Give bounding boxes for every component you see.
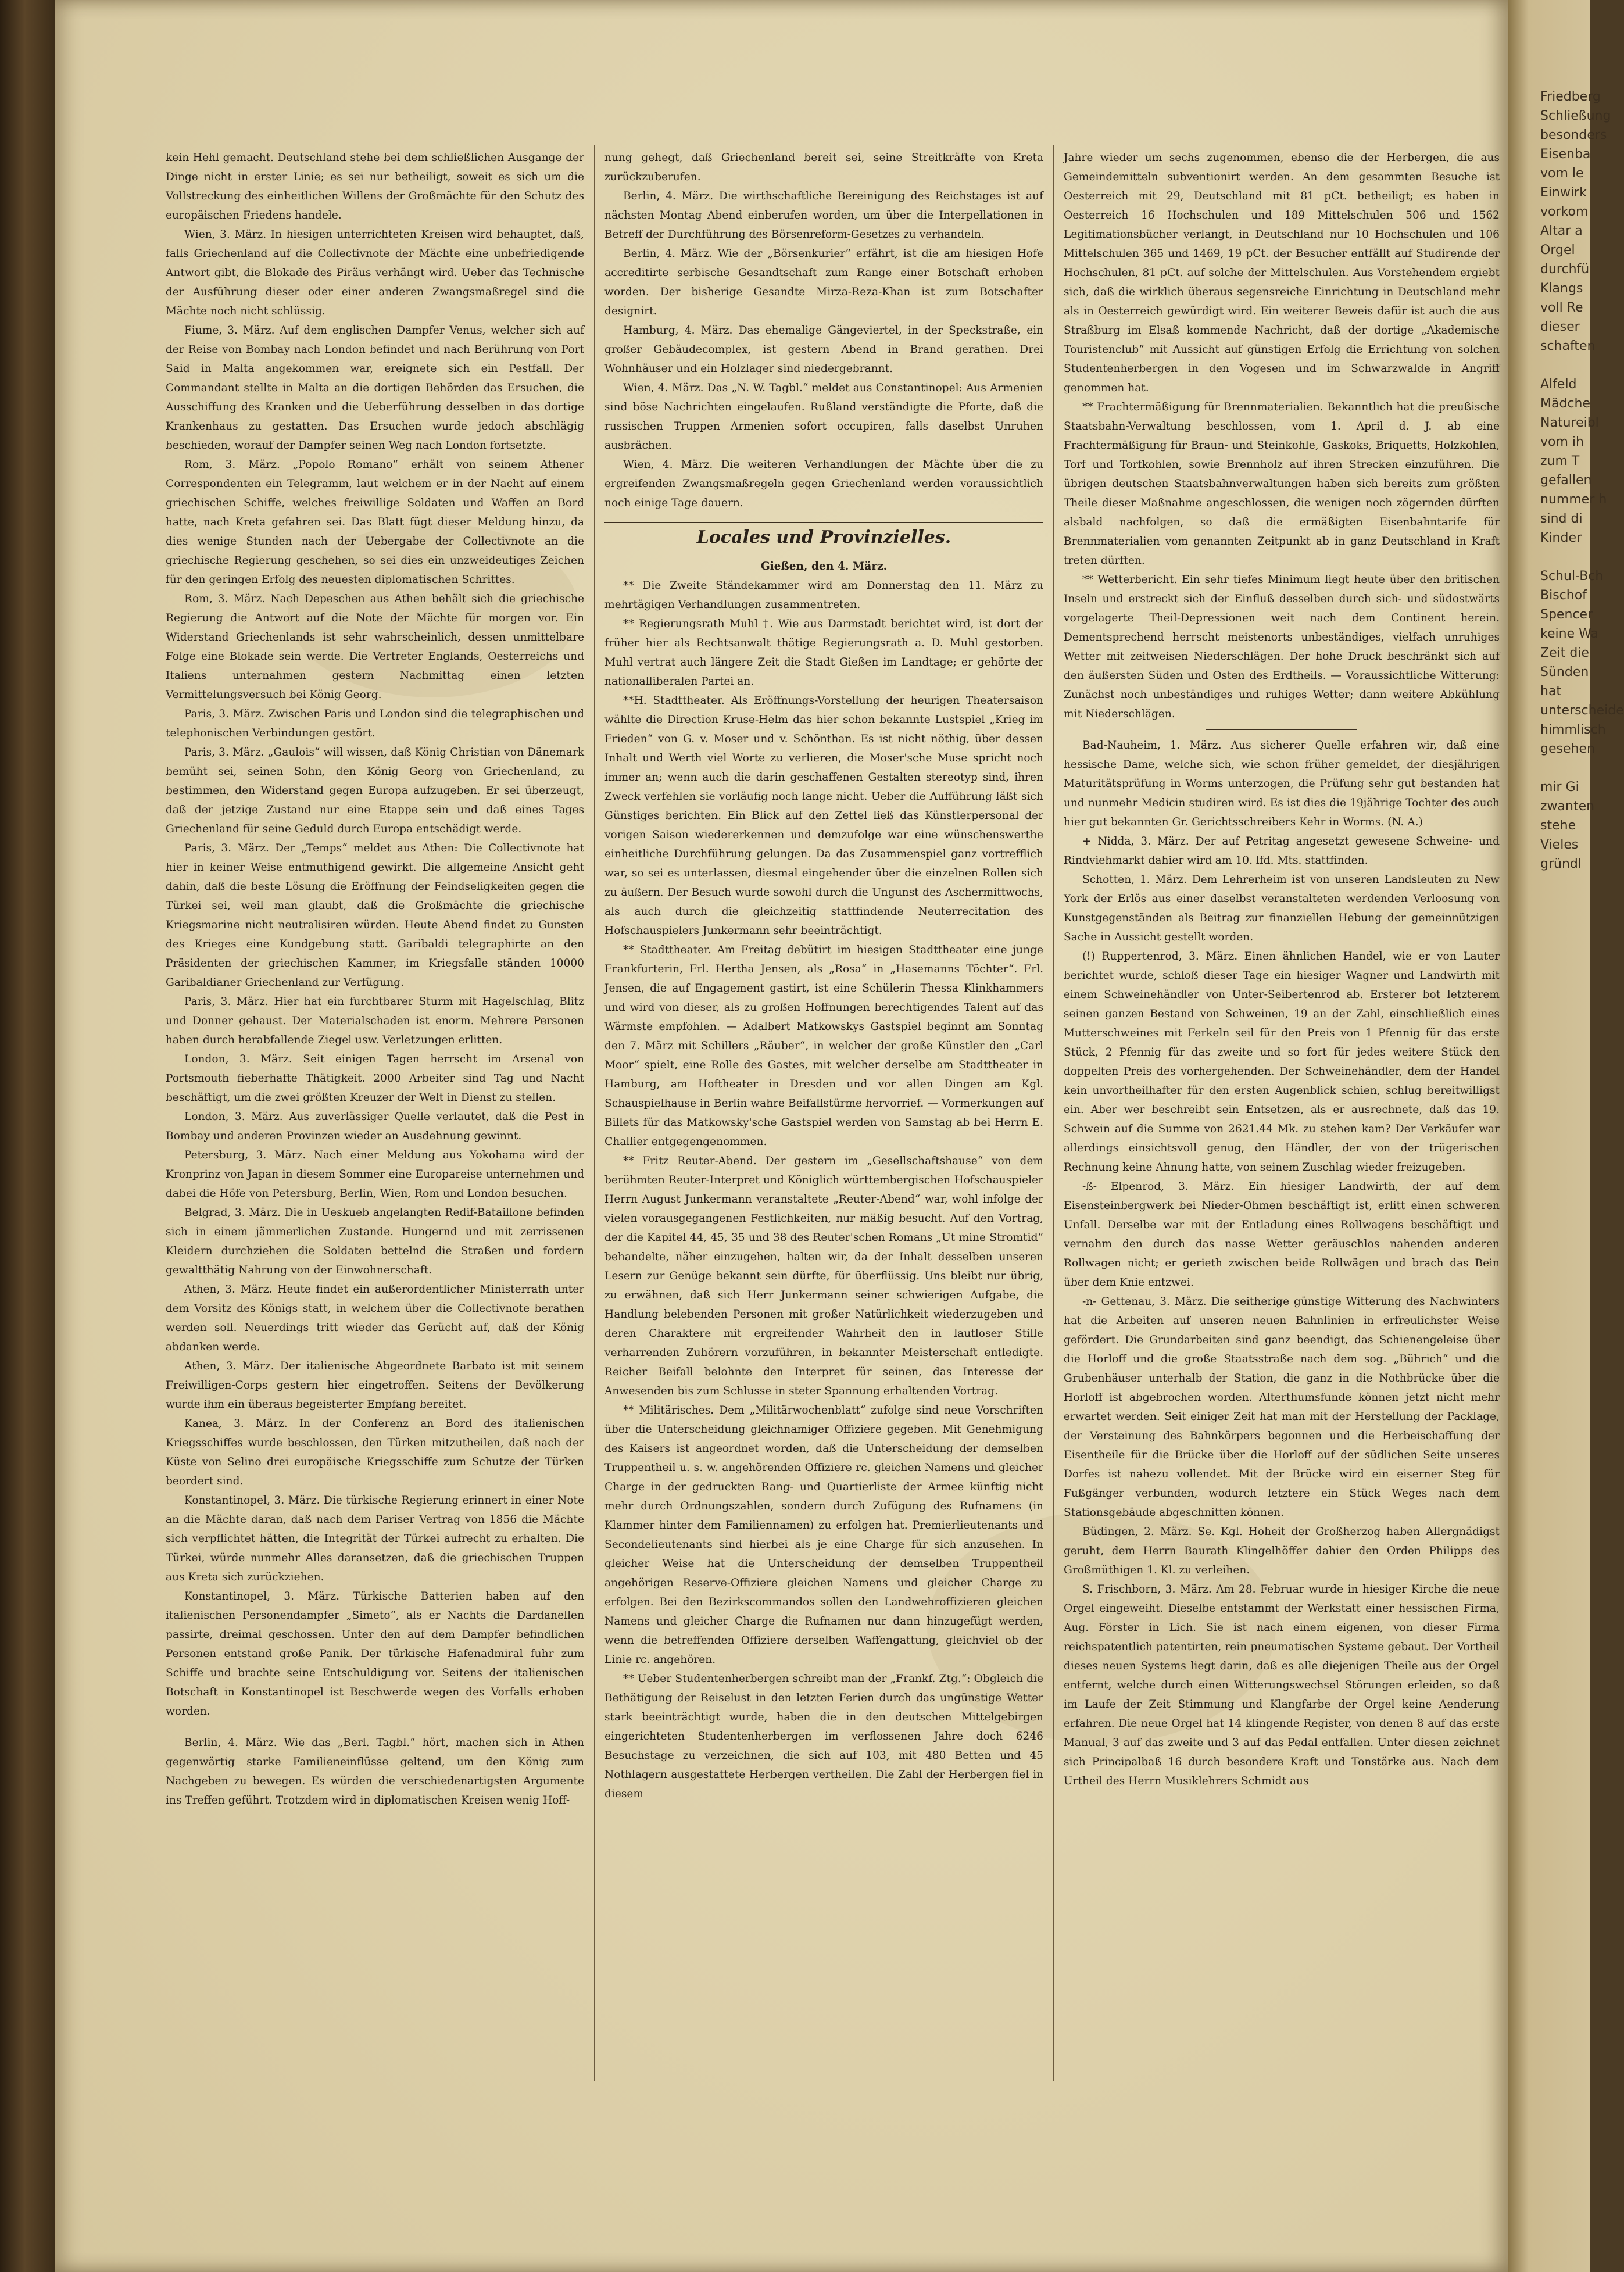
adjacent-page-line: hat — [1540, 684, 1562, 699]
article-paragraph: Berlin, 4. März. Wie das „Berl. Tagbl.“ hört, machen sich in Athen gegenwärtig starke Familieneinflüsse geltend, um den König zum Nachgeben zu bewegen. Es würden die verschiedenartigsten Argumente ins Treffen geführt. Trotzdem wird in diplomatischen Kreisen wenig Hoff- — [166, 1737, 584, 1806]
adjacent-page-line: durchfü — [1540, 262, 1590, 277]
article-paragraph: S. Frischborn, 3. März. Am 28. Februar wurde in hiesiger Kirche die neue Orgel eingeweiht. Dieselbe entstammt der Werkstatt einer hessischen Firma, Aug. Förster in Lich. Sie ist nach einem eigenen, von dieser Firma reichspatentlich patentirten, rein pneumatischen Systeme gebaut. Der Vortheil dieses neuen Systems liegt darin, daß es alle diejenigen Theile aus der Orgel entfernt, welche durch einen Witterungswechsel Störungen erleiden, so daß im Laufe der Zeit Stimmung und Klangfarbe der Orgel keine Aenderung erfahren. Die neue Orgel hat 14 klingende Register, von denen 8 auf das erste Manual, 3 auf das zweite und 3 auf das Pedal entfallen. Unter diesen zeichnet sich Principalbaß 16 durch besondere Kraft und Tonstärke aus. Nach dem Urtheil des Herrn Musiklehrers Schmidt aus — [1064, 1583, 1500, 1787]
adjacent-page-line: Kinder — [1540, 531, 1582, 545]
article-paragraph: Berlin, 4. März. Die wirthschaftliche Bereinigung des Reichstages ist auf nächsten Montag Abend einberufen worden, um über die Interpellationen in Betreff der Durchführung des Börsenreform-Gesetzes zu verhandeln. — [604, 190, 1043, 241]
article-paragraph: Wien, 4. März. Die weiteren Verhandlungen der Mächte über die zu ergreifenden Zwangsmaßregeln gegen Griechenland werden voraussichtlich noch einige Tage dauern. — [604, 459, 1043, 509]
adjacent-page-line: Zeit die — [1540, 646, 1589, 660]
article-paragraph: Belgrad, 3. März. Die in Ueskueb angelangten Redif-Bataillone befinden sich in einem jämmerlichen Zustande. Hungernd und mit zerrissenen Kleidern durchziehen die Soldaten bettelnd die Straßen und fordern gewaltthätig Nahrung von der Einwohnerschaft. — [166, 1207, 584, 1276]
adjacent-page-line: vorkom — [1540, 205, 1589, 219]
adjacent-page-line: Eisenba — [1540, 147, 1591, 162]
article-paragraph: Paris, 3. März. Der „Temps“ meldet aus Athen: Die Collectivnote hat hier in keiner Weise entmuthigend gewirkt. Die allgemeine Ansicht geht dahin, daß die beste Lösung die Eröffnung der Feindseligkeiten gegen die Türkei sei, weil man glaubt, daß die Großmächte die griechische Kriegsmarine nicht neutralisiren würden. Heute Abend findet zu Gunsten des Krieges eine Kundgebung statt. Garibaldi telegraphirte an den Präsidenten der griechischen Kammer, im Kriegsfalle ständen 10000 Garibaldianer Griechenland zur Verfügung. — [166, 842, 584, 989]
article-paragraph: ** Ueber Studentenherbergen schreibt man der „Frankf. Ztg.“: Obgleich die Bethätigung der Reiselust in den letzten Ferien durch das ungünstige Wetter stark beeinträchtigt wurde, haben die in den deutschen Mittelgebirgen eingerichteten Studentenherbergen im verflossenen Jahre doch 6246 Besuchstage zu verzeichnen, die sich auf 103, mit 480 Betten und 45 Nothlagern ausgestattete Herbergen vertheilen. Die Zahl der Herbergen fiel in diesem — [604, 1673, 1043, 1800]
adjacent-page-line: Friedberg — [1540, 90, 1601, 104]
adjacent-page-line: himmlisch — [1540, 722, 1606, 737]
adjacent-page-line: besonders — [1540, 128, 1607, 142]
article-paragraph: ** Fritz Reuter-Abend. Der gestern im „Gesellschaftshause“ von dem berühmten Reuter-Interpret und Königlich württembergischen Hofschauspieler Herrn August Junkermann veranstaltete „Reuter-Abend“ war, wohl infolge der vielen vorausgegangenen Festlichkeiten, nur mäßig besucht. Auf den Vortrag, der die Kapitel 44, 45, 35 und 38 des Reuter'schen Romans „Ut mine Stromtid“ behandelte, näher einzugehen, halten wir, da der Inhalt desselben unseren Lesern zur Genüge bekannt sein dürfte, für überflüssig. Uns bleibt nur übrig, zu erwähnen, daß sich Herr Junkermann seiner schwierigen Aufgabe, die Handlung belebenden Personen mit großer Natürlichkeit wiederzugeben und deren Charaktere mit ergreifender Wahrheit den in lautloser Stille verharrenden Zuhörern vorzuführen, in bekannter Meisterschaft entledigte. Reicher Beifall belohnte den Interpret für seinen, das Interesse der Anwesenden bis zum Schlusse in steter Spannung erhaltenden Vortrag. — [604, 1155, 1043, 1397]
article-paragraph: Athen, 3. März. Heute findet ein außerordentlicher Ministerrath unter dem Vorsitz des Königs statt, in welchem über die Collectivnote berathen werden soll. Neuerdings tritt wieder das Gerücht auf, daß der König abdanken werde. — [166, 1283, 584, 1353]
adjacent-page-line: gefallen — [1540, 473, 1592, 488]
article-paragraph: ** Wetterbericht. Ein sehr tiefes Minimum liegt heute über den britischen Inseln und erstreckt sich der Einfluß desselben durch sich- und südostwärts vorgelagerte Theil-Depressionen weit nach dem Continent herein. Dementsprechend herrscht meistenorts unbeständiges, vielfach unruhiges Wetter mit zeitweisen Niederschlägen. Der hohe Druck beschränkt sich auf den äußersten Süden und Osten des Erdtheils. — Voraussichtliche Witterung: Zunächst noch unbeständiges und ruhiges Wetter; dann weitere Abkühlung mit Niederschlägen. — [1064, 574, 1500, 720]
adjacent-page-line: vom ih — [1540, 435, 1584, 449]
article-paragraph: Rom, 3. März. Nach Depeschen aus Athen behält sich die griechische Regierung die Antwort auf die Note der Mächte für morgen vor. Ein Widerstand Griechenlands ist sehr wahrscheinlich, dessen unmittelbare Folge eine Blokade sein werde. Die Vertreter Englands, Oesterreichs und Italiens unternahmen gestern Nachmittag einen letzten Vermittelungsversuch bei König Georg. — [166, 593, 584, 701]
adjacent-page-line: mir Gi — [1540, 780, 1579, 795]
article-paragraph: Kanea, 3. März. In der Conferenz an Bord des italienischen Kriegsschiffes wurde beschlossen, den Türken mitzutheilen, daß nach der Küste von Selino drei europäische Kriegsschiffe zum Schutze der Türken beordert sind. — [166, 1418, 584, 1487]
column-1 — [166, 148, 584, 2084]
adjacent-page-line: Natureibl — [1540, 416, 1599, 430]
column-2 — [604, 148, 1043, 2084]
article-paragraph: Hamburg, 4. März. Das ehemalige Gängeviertel, in der Speckstraße, ein großer Gebäudecomplex, ist gestern Abend in Brand gerathen. Drei Wohnhäuser und ein Holzlager sind niedergebrannt. — [604, 324, 1043, 375]
adjacent-page-line: Mädche — [1540, 396, 1591, 411]
article-paragraph: London, 3. März. Seit einigen Tagen herrscht im Arsenal von Portsmouth fieberhafte Thätigkeit. 2000 Arbeiter sind Tag und Nacht beschäftigt, um die zwei größten Kreuzer der Welt in Dienst zu stellen. — [166, 1053, 584, 1104]
adjacent-page-line: dieser — [1540, 320, 1580, 334]
adjacent-page-line: Orgel — [1540, 243, 1575, 257]
article-paragraph: Petersburg, 3. März. Nach einer Meldung aus Yokohama wird der Kronprinz von Japan in diesem Sommer eine Europareise unternehmen und dabei die Höfe von Petersburg, Berlin, Wien, Rom und London besuchen. — [166, 1149, 584, 1200]
adjacent-page-line: Spencer — [1540, 607, 1593, 622]
article-paragraph: ** Die Zweite Ständekammer wird am Donnerstag den 11. März zu mehrtägigen Verhandlungen zusammentreten. — [604, 579, 1043, 611]
article-paragraph: nung gehegt, daß Griechenland bereit sei, seine Streitkräfte von Kreta zurückzuberufen. — [604, 152, 1043, 183]
adjacent-page-line: gesehen — [1540, 742, 1595, 756]
adjacent-page-line: schaften — [1540, 339, 1596, 353]
article-paragraph: London, 3. März. Aus zuverlässiger Quelle verlautet, daß die Pest in Bombay und anderen Provinzen wieder an Ausdehnung gewinnt. — [166, 1111, 584, 1142]
column-rule — [1053, 145, 1054, 2081]
article-paragraph: ** Stadttheater. Am Freitag debütirt im hiesigen Stadttheater eine junge Frankfurterin, Frl. Hertha Jensen, als „Rosa“ in „Hasemanns Töchter“. Frl. Jensen, die auf Engagement gastirt, ist eine Schülerin Thessa Klinkhammers und wird von dieser, als zu großen Hoffnungen berechtigendes Talent auf das Wärmste empfohlen. — Adalbert Matkowskys Gastspiel beginnt am Sonntag den 7. März mit Schillers „Räuber“, in welcher der große Künstler den „Carl Moor“ spielt, eine Rolle des Gastes, mit welcher derselbe am Stadttheater in Hamburg, am Hoftheater in Dresden und vor allen Dingen am Kgl. Schauspielhause in Berlin wahre Beifallstürme hervorrief. — Vormerkungen auf Billets für das Matkowsky'sche Gastspiel werden von Samstag ab bei Herrn E. Challier entgegengenommen. — [604, 944, 1043, 1148]
article-paragraph: Wien, 4. März. Das „N. W. Tagbl.“ meldet aus Constantinopel: Aus Armenien sind böse Nachrichten eingelaufen. Rußland verständigte die Pforte, daß die russischen Truppen Armenien sofort occupiren, falls daselbst Unruhen ausbrächen. — [604, 382, 1043, 452]
article-paragraph: ** Frachtermäßigung für Brennmaterialien. Bekanntlich hat die preußische Staatsbahn-Verwaltung beschlossen, vom 1. April d. J. ab eine Frachtermäßigung für Braun- und Steinkohle, Gaskoks, Briquetts, Holzkohlen, Torf und Torfkohlen, sowie Brennholz auf ihren Strecken einzuführen. Die übrigen deutschen Staatsbahnverwaltungen haben sich bereits zum größten Theile dieser Maßnahme angeschlossen, die wenigen noch zögernden dürften alsbald nachfolgen, so daß die ermäßigten Eisenbahntarife für Brennmaterialien vom genannten Zeitpunkt ab in ganz Deutschland in Kraft treten dürften. — [1064, 401, 1500, 567]
book-spine — [0, 0, 55, 2272]
adjacent-page-line: Klangs — [1540, 281, 1583, 296]
article-paragraph: Büdingen, 2. März. Se. Kgl. Hoheit der Großherzog haben Allergnädigst geruht, dem Herrn Baurath Klingelhöffer dahier den Orden Philipps des Großmüthigen 1. Kl. zu verleihen. — [1064, 1526, 1500, 1576]
adjacent-page-line: Alfeld — [1540, 377, 1577, 392]
adjacent-page-edge — [1508, 0, 1624, 2272]
article-paragraph: kein Hehl gemacht. Deutschland stehe bei dem schließlichen Ausgange der Dinge nicht in erster Linie; es sei nur betheiligt, soweit es sich um die Vollstreckung des einheitlichen Willens der Großmächte für den Schutz des europäischen Friedens handele. — [166, 152, 584, 221]
adjacent-page-line — [1540, 548, 1590, 567]
dateline: Gießen, den 4. März. — [760, 560, 888, 573]
article-paragraph: ** Militärisches. Dem „Militärwochenblatt“ zufolge sind neue Vorschriften über die Unterscheidung gleichnamiger Offiziere gegeben. Mit Genehmigung des Kaisers ist angeordnet worden, daß die Unterscheidung der demselben Truppentheil u. s. w. angehörenden Offiziere rc. gleichen Namens und gleicher Charge in der gedruckten Rang- und Quartierliste der Armee künftig nicht mehr durch Ordnungszahlen, sondern durch Zufügung des Rufnamens (in Klammer hinter dem Familiennamen) zu erfolgen hat. Premierlieutenants und Secondelieutenants sind hierbei als je eine Charge für sich anzusehen. In gleicher Weise hat die Unterscheidung der demselben Truppentheil angehörigen Reserve-Offiziere gleichen Namens und gleicher Charge zu erfolgen. Bei den Bezirkscommandos sollen den Landwehroffizieren gleichen Namens und gleicher Charge die Rufnamen nur dann hinzugefügt werden, wenn die betreffenden Offiziere derselben Waffengattung, gleichviel ob der Linie rc. angehören. — [604, 1404, 1043, 1666]
adjacent-page-line: sind di — [1540, 511, 1583, 526]
article-paragraph: Paris, 3. März. Zwischen Paris und London sind die telegraphischen und telephonischen Verbindungen gestört. — [166, 708, 584, 739]
article-paragraph: Konstantinopel, 3. März. Türkische Batterien haben auf den italienischen Personendampfer „Simeto“, als er Nachts die Dardanellen passirte, dreimal geschossen. Unter den auf dem Dampfer befindlichen Personen entstand große Panik. Der türkische Hafenadmiral fuhr zum Schiffe und brachte seine Entschuldigung vor. Seitens der italienischen Botschaft in Konstantinopel ist Beschwerde wegen des Vorfalls erhoben worden. — [166, 1590, 584, 1718]
column-3 — [1064, 148, 1500, 2084]
adjacent-page-line: vom le — [1540, 166, 1584, 181]
article-paragraph: Berlin, 4. März. Wie der „Börsenkurier“ erfährt, ist die am hiesigen Hofe accreditirte serbische Gesandtschaft zum Range einer Botschaft erhoben worden. Der bisherige Gesandte Mirza-Reza-Khan ist zum Botschafter designirt. — [604, 248, 1043, 317]
article-paragraph: (!) Ruppertenrod, 3. März. Einen ähnlichen Handel, wie er von Lauter berichtet wurde, schloß dieser Tage ein hiesiger Wagner und Landwirth mit einem Schweinehändler von Unter-Seibertenrod ab. Ersterer bot letzterem seinen ganzen Bestand von Schweinen, 19 an der Zahl, einschließlich eines Mutterschweines mit Ferkeln seil für den Preis von 1 Pfennig für das erste Stück, 2 Pfennig für das zweite und so fort für jedes weitere Stück den doppelten Preis des vorhergehenden. Der Schweinehändler, dem der Handel kein unvortheilhafter für den ersten Augenblick schien, schlug bereitwilligst ein. Aber wer beschreibt sein Entsetzen, als er ausrechnete, daß das 19. Schwein auf die Summe von 2621.44 Mk. zu stehen kam? Der Verkäufer war allerdings einsichtsvoll genug, den Händler, der von der trügerischen Rechnung keine Ahnung hatte, von seinem Zuschlag wieder freizugeben. — [1064, 950, 1500, 1173]
article-paragraph: Rom, 3. März. „Popolo Romano“ erhält von seinem Athener Correspondenten ein Telegramm, laut welchem er in der Nacht auf einem griechischen Schiffe, welches freiwillige Soldaten und Waffen an Bord hatte, nach Kreta gefahren sei. Das Blatt fügt dieser Meldung hinzu, da dies wenige Stunden nach der Uebergabe der Collectivnote an die griechische Regierung geschehen, so sei dies ein unzweideutiges Zeichen für den geringen Erfolg des neuesten diplomatischen Schrittes. — [166, 459, 584, 586]
article-paragraph: Jahre wieder um sechs zugenommen, ebenso die der Herbergen, die aus Gemeindemitteln subventionirt werden. An dem gesammten Besuche ist Oesterreich mit 29, Deutschland mit 81 pCt. betheiligt; es haben in Oesterreich 16 Hochschulen und 189 Mittelschulen 506 und 1562 Legitimationsbücher verlangt, in Deutschland nur 10 Hochschulen und 106 Mittelschulen 365 und 1469, 19 pCt. der Besucher entfällt auf Studirende der Hochschulen, 81 pCt. auf solche der Mittelschulen. Aus Vorstehendem ergiebt sich, daß die wirklich überaus segensreiche Einrichtung in Deutschland mehr als in Oesterreich gewürdigt wird. Ein weiterer Beweis dafür ist auch die aus Straßburg im Elsaß kommende Nachricht, daß der dortige „Akademische Touristenclub“ mit Aussicht auf günstigen Erfolg die Errichtung von solchen Studentenherbergen in den Vogesen und im Schwarzwalde in Angriff genommen hat. — [1064, 152, 1500, 394]
adjacent-page-line: Altar a — [1540, 224, 1583, 238]
article-paragraph: Bad-Nauheim, 1. März. Aus sicherer Quelle erfahren wir, daß eine hessische Dame, welche sich, wie schon früher gemeldet, der diesjährigen Maturitätsprüfung in Worms unterzogen, die Prüfung sehr gut bestanden hat und nunmehr Medicin studiren wird. Es ist dies die 19jährige Tochter des auch hier gut bekannten Gr. Gerichtsschreibers Kehr in Worms. (N. A.) — [1064, 739, 1500, 828]
adjacent-page-line: keine Wa — [1540, 627, 1598, 641]
adjacent-page-line: gründl — [1540, 857, 1582, 871]
adjacent-page-line: voll Re — [1540, 300, 1583, 315]
article-paragraph: -n- Gettenau, 3. März. Die seitherige günstige Witterung des Nachwinters hat die Arbeiten auf unseren neuen Bahnlinien in erfreulichster Weise gefördert. Die Grundarbeiten sind ganz beendigt, das Schienengeleise über die Horloff und die große Staatsstraße nach dem sog. „Bührich“ und die Grubenhäuser unterhalb der Station, die ganz in die Nothbrücke über die Horloff ist abgebrochen worden. Alterthumsfunde können jetzt nicht mehr erwartet werden. Seit einiger Zeit hat man mit der Herstellung der Packlage, der Versteinung des Bahnkörpers begonnen und die Herbeischaffung der Eisentheile für die Brücke über die Horloff auf der südlichen Seite unseres Dorfes ist nahezu vollendet. Mit der Brücke wird ein eiserner Steg für Fußgänger verbunden, wodurch letztere ein Stück Weges nach dem Stationsgebäude abgeschnitten können. — [1064, 1296, 1500, 1519]
article-paragraph: Paris, 3. März. „Gaulois“ will wissen, daß König Christian von Dänemark bemüht sei, seinen Sohn, den König Georg von Griechenland, zu bestimmen, den Widerstand gegen Europa aufzugeben. Er sei überzeugt, daß der jetzige Zustand nur eine Etappe sein und daß eines Tages Griechenland für seine Geduld durch Europa entschädigt werde. — [166, 746, 584, 835]
adjacent-page-line: Schul-Bch — [1540, 569, 1604, 584]
article-paragraph: Athen, 3. März. Der italienische Abgeordnete Barbato ist mit seinem Freiwilligen-Corps gestern hier eingetroffen. Seitens der Bevölkerung wurde ihm ein überaus begeisterter Empfang bereitet. — [166, 1360, 584, 1411]
adjacent-page-text — [1540, 87, 1624, 874]
adjacent-page-line: stehe — [1540, 818, 1576, 833]
column-rule — [594, 145, 595, 2081]
article-paragraph: + Nidda, 3. März. Der auf Petritag angesetzt gewesene Schweine- und Rindviehmarkt dahier wird am 10. lfd. Mts. stattfinden. — [1064, 835, 1500, 867]
adjacent-page-line: Schließung — [1540, 109, 1611, 123]
adjacent-page-line: Einwirk — [1540, 185, 1587, 200]
article-paragraph: Fiume, 3. März. Auf dem englischen Dampfer Venus, welcher sich auf der Reise von Bombay nach London befindet und nach Berührung von Port Said in Malta angekommen war, ereignete sich ein Pestfall. Der Commandant stellte in Malta an die dortigen Behörden das Ersuchen, die Ausschiffung des Kranken und die Ueberführung desselben in das dortige Krankenhaus zu gestatten. Das Ersuchen wurde jedoch abschlägig beschieden, worauf der Dampfer seinen Weg nach London fortsetzte. — [166, 324, 584, 452]
section-heading: Locales und Provinzielles. — [604, 521, 1043, 553]
article-paragraph: Konstantinopel, 3. März. Die türkische Regierung erinnert in einer Note an die Mächte daran, daß nach dem Pariser Vertrag von 1856 die Mächte sich verpflichtet hätten, die Integrität der Türkei aufrecht zu erhalten. Die Türkei, würde nunmehr Alles daransetzen, daß die griechischen Truppen aus Kreta sich zurückziehen. — [166, 1494, 584, 1583]
article-paragraph: Wien, 3. März. In hiesigen unterrichteten Kreisen wird behauptet, daß, falls Griechenland auf die Collectivnote der Mächte eine unbefriedigende Antwort gibt, die Blokade des Piräus verhängt wird. Ueber das Technische der Ausführung dieser oder einer anderen Zwangsmaßregel sind die Mächte noch nicht schlüssig. — [166, 228, 584, 317]
article-paragraph: Schotten, 1. März. Dem Lehrerheim ist von unseren Landsleuten zu New York der Erlös aus einer daselbst veranstalteten werdenden Verloosung von Kunstgegenständen als Beitrag zur finanziellen Hebung der gemeinnützigen Sache in Aussicht gestellt worden. — [1064, 874, 1500, 943]
adjacent-page-line: Sünden — [1540, 665, 1589, 679]
adjacent-page-line — [1540, 356, 1590, 375]
adjacent-page-line: zwanten — [1540, 799, 1595, 814]
adjacent-page-line: zum T — [1540, 454, 1580, 468]
article-paragraph: -ß- Elpenrod, 3. März. Ein hiesiger Landwirth, der auf dem Eisensteinbergwerk bei Nieder-Ohmen beschäftigt ist, erlitt einen schweren Unfall. Derselbe war mit der Entladung eines Rollwagens beschäftigt und vernahm den durch das nasse Wetter geräuschlos nahenden anderen Rollwagen nicht; er gerieth zwischen beide Rollwägen und brach das Bein über dem Knie entzwei. — [1064, 1180, 1500, 1289]
article-paragraph: Paris, 3. März. Hier hat ein furchtbarer Sturm mit Hagelschlag, Blitz und Donner gehaust. Der Materialschaden ist enorm. Mehrere Personen haben durch herabfallende Ziegel usw. Verletzungen erlitten. — [166, 996, 584, 1046]
adjacent-page-line — [1540, 758, 1590, 778]
adjacent-page-line: unterscheide — [1540, 703, 1624, 718]
article-paragraph: ** Regierungsrath Muhl †. Wie aus Darmstadt berichtet wird, ist dort der früher hier als Rechtsanwalt thätige Regierungsrath a. D. Muhl gestorben. Muhl vertrat auch längere Zeit die Stadt Gießen im Landtage; er gehörte der nationalliberalen Partei an. — [604, 618, 1043, 688]
separator-rule — [1206, 729, 1357, 730]
adjacent-page-line: Bischof — [1540, 588, 1587, 603]
article-paragraph: **H. Stadttheater. Als Eröffnungs-Vorstellung der heurigen Theatersaison wählte die Direction Kruse-Helm das hier schon bekannte Lustspiel „Krieg im Frieden“ von G. v. Moser und v. Schönthan. Es ist nicht nöthig, über dessen Inhalt und Werth viel Worte zu verlieren, die Moser'sche Muse spricht noch immer an; wenn auch die darin geschaffenen Gestalten stereotyp sind, ihren Zweck verfehlen sie vorläufig noch lange nicht. Ueber die Aufführung läßt sich Günstiges berichten. Ein Blick auf den Zettel ließ das Künstlerpersonal der vorigen Saison wiedererkennen und demzufolge war eine wünschenswerthe einheitliche Durchführung gelungen. Da das Zusammenspiel ganz vortrefflich war, so sei es unterlassen, diesmal eingehender über die einzelnen Rollen sich zu äußern. Der Besuch wurde sowohl durch die Ungunst des Aschermittwochs, als auch durch die gleichzeitig stattfindende Neuterrecitation des Hofschauspielers Junkermann sehr beeinträchtigt. — [604, 695, 1043, 937]
adjacent-page-line: Vieles — [1540, 838, 1579, 852]
adjacent-page-line: nummer h — [1540, 492, 1607, 507]
